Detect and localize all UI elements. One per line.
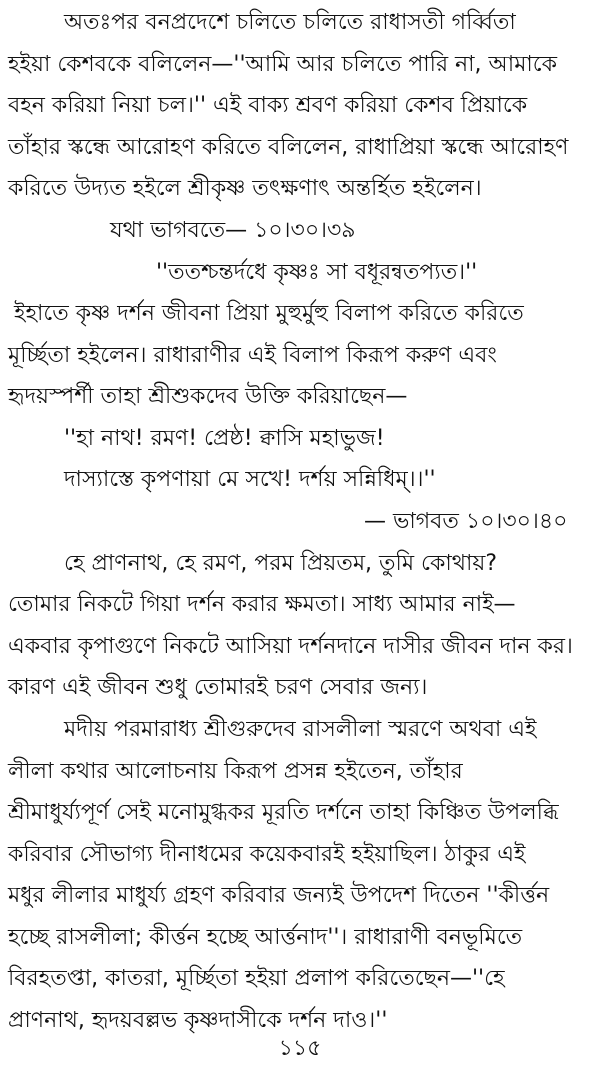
text-line: একবার কৃপাগুণে নিকটে আসিয়া দর্শনদানে দাসীর জীবন দান কর। [8, 634, 573, 659]
text-line: মূর্চ্ছিতা হইলেন। রাধারাণীর এই বিলাপ কিরূপ করুণ এবং [8, 343, 497, 368]
text-line: করিতে উদ্যত হইলে শ্রীকৃষ্ণ তৎক্ষণাৎ অন্তর্হিত হইলেন। [8, 176, 482, 201]
text-line: কারণ এই জীবন শুধু তোমারই চরণ সেবার জন্য। [8, 675, 428, 700]
text-line: বিরহতপ্তা, কাতরা, মূর্চ্ছিতা হইয়া প্রলাপ করিতেছেন—''হে [8, 966, 505, 991]
text-line: ইহাতে কৃষ্ণ দর্শন জীবনা প্রিয়া মুহুর্মুহু বিলাপ করিতে করিতে [14, 301, 524, 326]
text-line: করিবার সৌভাগ্য দীনাধমের কয়েকবারই হইয়াছিল। ঠাকুর এই [8, 842, 526, 867]
citation-line: যথা ভাগবতে— ১০।৩০।৩৯ [110, 218, 356, 243]
text-line: হইয়া কেশবকে বলিলেন—''আমি আর চলিতে পারি না, আমাকে [8, 52, 558, 77]
text-line: মধুর লীলার মাধুর্য্য গ্রহণ করিবার জন্যই উপদেশ দিতেন ''কীর্ত্তন [8, 883, 550, 908]
verse-line: দাস্যাস্তে কৃপণায়া মে সখে! দর্শয় সন্নিধিম্।।'' [64, 467, 436, 492]
text-line: প্রাণনাথ, হৃদয়বল্লভ কৃষ্ণদাসীকে দর্শন দাও।'' [8, 1008, 388, 1033]
text-line: তোমার নিকটে গিয়া দর্শন করার ক্ষমতা। সাধ্য আমার নাই— [8, 592, 516, 617]
citation-line: — ভাগবত ১০।৩০।৪০ [364, 509, 568, 534]
text-line: লীলা কথার আলোচনায় কিরূপ প্রসন্ন হইতেন, তাঁহার [8, 759, 463, 784]
text-line: হচ্ছে রাসলীলা; কীর্ত্তন হচ্ছে আর্ত্তনাদ''। রাধারাণী বনভূমিতে [8, 925, 523, 950]
page-number: ১১৫ [278, 1036, 322, 1061]
text-line: হৃদয়স্পর্শী তাহা শ্রীশুকদেব উক্তি করিয়াছেন— [8, 384, 408, 409]
verse-line: ''ততশ্চন্তর্দধে কৃষ্ণঃ সা বধূরন্বতপ্যত।'' [156, 260, 478, 285]
text-line: হে প্রাণনাথ, হে রমণ, পরম প্রিয়তম, তুমি কোথায়? [64, 551, 498, 576]
text-line: অতঃপর বনপ্রদেশে চলিতে চলিতে রাধাসতী গর্ব্বিতা [64, 10, 516, 35]
text-line: শ্রীমাধুর্য্যপূর্ণ সেই মনোমুগ্ধকর মূরতি দর্শনে তাহা কিঞ্চিত উপলব্ধি [8, 800, 559, 825]
text-line: বহন করিয়া নিয়া চল।'' এই বাক্য শ্রবণ করিয়া কেশব প্রিয়াকে [8, 93, 528, 118]
text-line: মদীয় পরমারাধ্য শ্রীগুরুদেব রাসলীলা স্মরণে অথবা এই [64, 717, 537, 742]
verse-line: ''হা নাথ! রমণ! প্রেষ্ঠ! ক্বাসি মহাভুজ! [64, 426, 385, 451]
text-line: তাঁহার স্কন্ধে আরোহণ করিতে বলিলেন, রাধাপ্রিয়া স্কন্ধে আরোহণ [8, 135, 569, 160]
